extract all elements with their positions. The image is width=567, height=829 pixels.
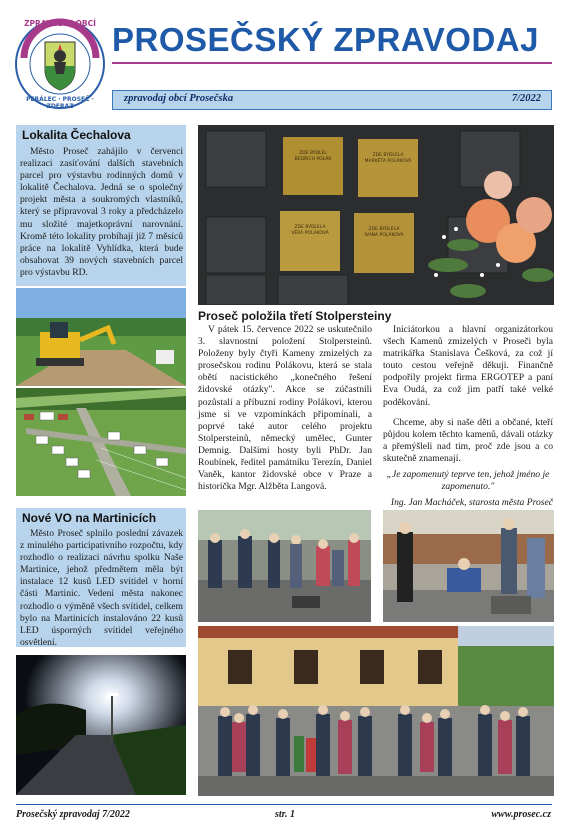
article-paragraph-2: Iniciátorkou a hlavní organizátorkou všech Kamenů zmizelých v Proseči byla matrikářka Stanislava Češková, za což jí touto cestou veřejně děkuji. Finančně podpořily projekt firma ERGOTEP a paní Eva Oudá, za což jim patří také velké poděkování. — [383, 324, 553, 408]
stone-4-line-2: IVANA POLÁKOVÁ — [364, 233, 404, 238]
martinice-title: Nové VO na Martinicích — [22, 511, 157, 525]
masthead-rule — [112, 62, 552, 64]
martinice-text: Město Proseč splnilo poslední závazek z minulého participativního rozpočtu, kdy rozhodlo o realizaci návrhu spolku Naše Martinice, jehož předmětem měla být instalace 12 kusů LED svítidel v horní části Martinic. Vedení města nakonec rozhodlo o výměně všech svítidel, celkem bylo na Martinicích instalováno 22 kusů LED úsporných svítidel veřejného osvětlení. — [20, 528, 183, 648]
stone-2-line-2: MARKÉTA POLÁKOVÁ — [364, 159, 412, 164]
stone-4-line-1: ZDE BYDLELA — [368, 227, 400, 232]
article-column-2 — [383, 324, 553, 508]
article-quote: „Je zapomenutý teprve ten, jehož jméno je zapomenuto." — [386, 469, 550, 493]
stone-laying-photo — [383, 510, 554, 622]
footer-publication: Prosečský zpravodaj 7/2022 — [16, 809, 130, 820]
footer-website: www.prosec.cz — [491, 809, 551, 820]
cechalova-text: Město Proseč zahájilo v červenci realizaci zasíťování dalších stavebních parcel pro výstavbu rodinných domů v lokalitě Čechalova. Jedná se o společný projekt města a soukromých vlastníků, který se připravoval 3 roky a předcházelo mu složité majetkoprávní narovnání. Kromě této lokality probíhají již 7 měsíců práce na lokalitě Vyhlídka, která bude obsahovat 39 nových stavebních parcel pro výstavbu RD. — [20, 146, 183, 278]
logo-ring-top: ZPRAVODAJ OBCÍ — [24, 19, 96, 28]
ceremony-crowd-photo — [198, 510, 371, 622]
subtitle: zpravodaj obcí Prosečska — [124, 93, 234, 104]
aerial-parcels-photo — [16, 388, 186, 496]
footer-page-number: str. 1 — [275, 809, 296, 820]
stone-3-line-2: VĚRA POLÁKOVÁ — [291, 231, 329, 236]
stone-3-line-1: ZDE BYDLELA — [294, 225, 326, 230]
article-paragraph-1: V pátek 15. července 2022 se uskutečnilo 3. slavnostní položení Stolpersteinů. Položeny byly čtyři Kameny zmizelých za prosečskou rodinu Polákovu, která se stala obětí nacistického „konečného řešení židovské otázky". Akce se zúčastnili pozůstalí a příbuzní rodiny Polákovi, kterou jsme si ve vzpomínkách připomínali, a poprvé také autor celého projektu Stolpersteinů, německý umělec, Gunter Demnig. Dalšími hosty byli PhDr. Jan Roubínek, ředitel památníku Terezín, Daniel Vaněk, kantor židovské obce v Praze a historička Mgr. Alžběta Langová. — [198, 324, 372, 493]
municipal-logo — [14, 18, 106, 110]
street-lighting-photo — [16, 655, 186, 795]
logo-ring-bottom: PERÁLEC · PROSEČ · ZDERAZ — [26, 96, 94, 110]
stone-1-line-1: ZDE BYDLEL — [299, 151, 327, 156]
article-paragraph-3: Chceme, aby si naše děti a občané, kteří půjdou kolem těchto kamenů, dávali otázky a přemýšleli nad tím, proč zde jsou a co skutečně znamenají. — [383, 416, 553, 464]
article-column-1 — [198, 324, 372, 495]
excavator-photo — [16, 288, 186, 386]
stone-2-line-1: ZDE BYDLELA — [372, 153, 404, 158]
group-photo — [198, 626, 554, 796]
stone-1-line-2: BEDŘICH POLÁK — [294, 157, 332, 162]
stolpersteine-photo — [198, 125, 554, 305]
masthead-title: PROSEČSKÝ ZPRAVODAJ — [112, 21, 539, 58]
article-signature: Ing. Jan Macháček, starosta města Proseč — [390, 497, 553, 509]
footer-rule — [16, 804, 552, 805]
issue-number: 7/2022 — [511, 93, 541, 104]
cechalova-title: Lokalita Čechalova — [22, 128, 131, 142]
stolpersteine-title: Proseč položila třetí Stolpersteiny — [198, 309, 392, 323]
